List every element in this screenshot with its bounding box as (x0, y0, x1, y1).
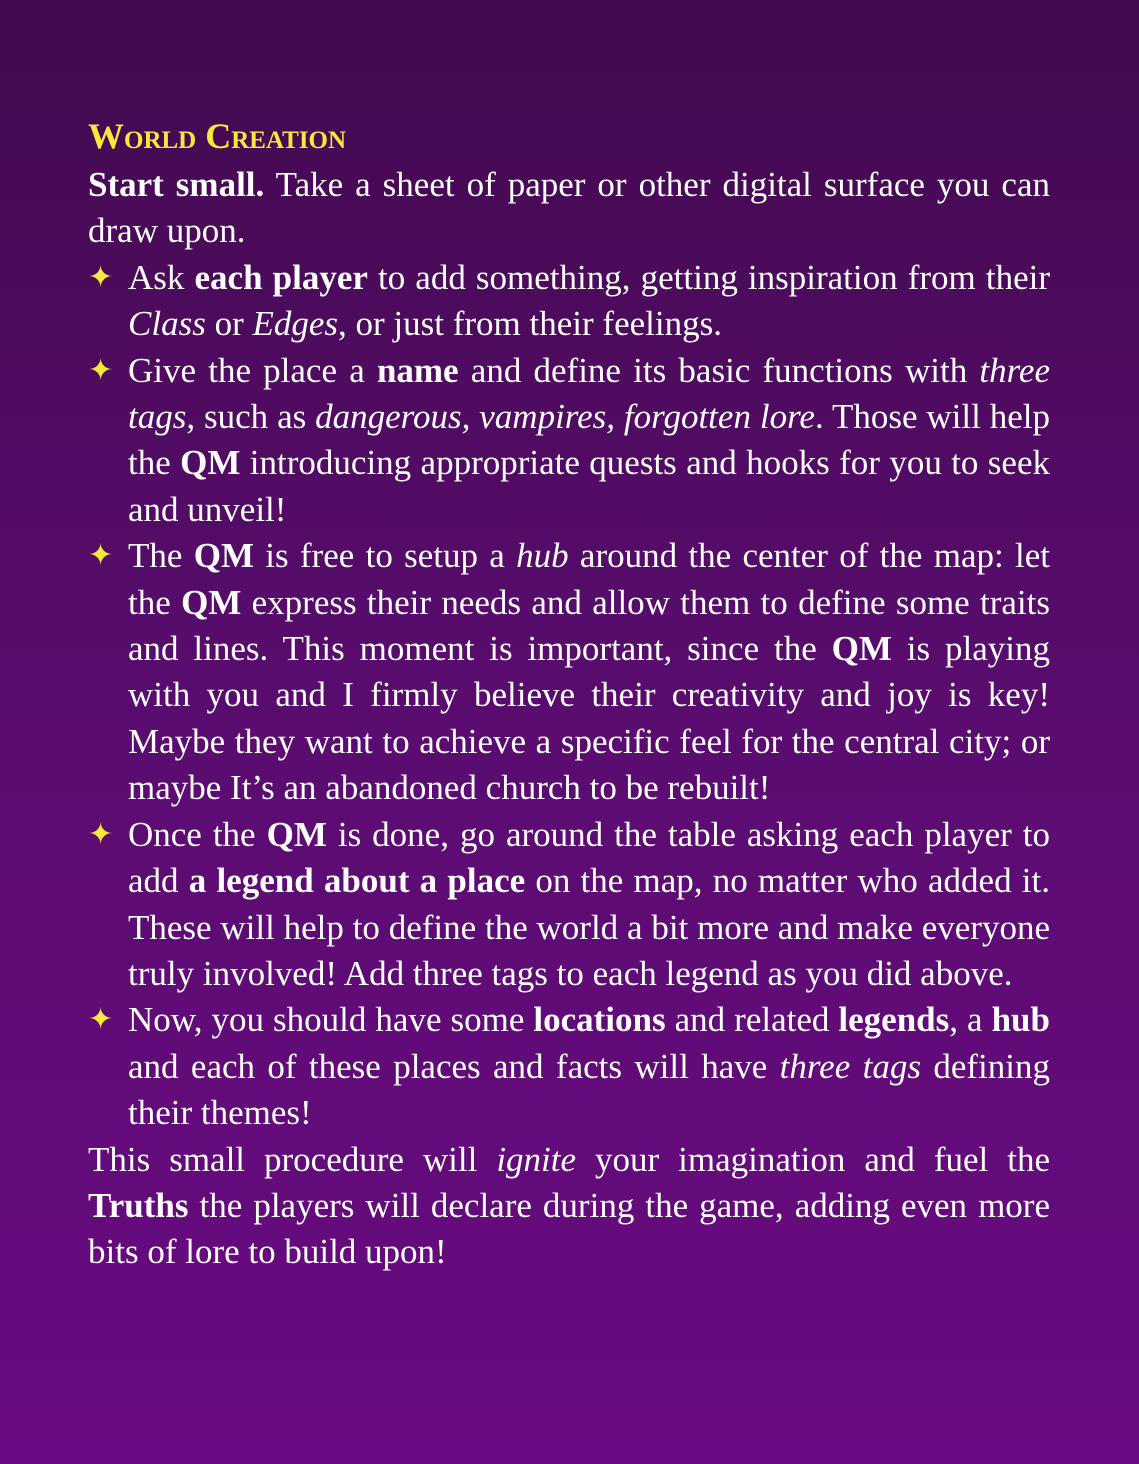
section-heading: World Creation (88, 116, 347, 156)
outro-text: your imagination and fuel the (576, 1139, 1050, 1179)
step-text: , a (949, 1000, 992, 1040)
step-text: and define its basic functions with (458, 350, 980, 390)
step-italic: dangerous, vampires, forgotten lore (315, 397, 815, 437)
step-text: is playing with you and I firmly believe their creativity and joy is key! Maybe they want to achieve a specific feel for the central city; or maybe It’s an abandoned church to be rebuilt! (128, 629, 1051, 808)
step-bold: name (376, 350, 459, 390)
step-italic: Class (128, 304, 206, 344)
step-text: , such as (186, 397, 316, 437)
step-italic: Edges (252, 304, 339, 344)
step-italic: hub (516, 536, 569, 576)
four-pointed-star-icon: ✦ (88, 259, 114, 295)
steps-list (88, 255, 1050, 1137)
intro-paragraph (88, 162, 1050, 255)
step-item (88, 533, 1050, 811)
step-text: Once the (128, 814, 267, 854)
four-pointed-star-icon: ✦ (88, 352, 114, 388)
step-bold: QM (831, 629, 892, 669)
four-pointed-star-icon: ✦ (88, 538, 114, 574)
outro-italic: ignite (496, 1139, 577, 1179)
step-bold: each player (194, 257, 368, 297)
step-bold: QM (180, 443, 241, 483)
step-bold: locations (533, 1000, 666, 1040)
four-pointed-star-icon: ✦ (88, 816, 114, 852)
step-item (88, 812, 1050, 998)
step-bold: QM (193, 536, 254, 576)
outro-paragraph (88, 1137, 1050, 1276)
intro-lead: Start small. (88, 165, 265, 204)
step-italic: three tags (779, 1046, 921, 1086)
step-text: express their needs and allow them to define some traits and lines. This moment is important, since the (128, 582, 1051, 669)
step-text: around the center of the map: let the (128, 536, 1050, 622)
step-text: . Those will help the (128, 397, 1051, 483)
step-item (88, 997, 1050, 1136)
step-text: and each of these places and facts will have (128, 1046, 780, 1086)
step-text: to add something, getting inspiration from their (367, 257, 1050, 297)
intro-text: Take a sheet of paper or other digital surface you can draw upon. (88, 165, 1050, 251)
step-text: or (205, 304, 253, 344)
step-italic: three tags (128, 350, 1051, 437)
step-bold: QM (181, 582, 242, 622)
step-text: introducing appropriate quests and hooks for you to seek and unveil! (128, 443, 1051, 529)
page-content (88, 112, 1050, 1276)
outro-bold: Truths (88, 1185, 189, 1225)
step-item (88, 255, 1050, 348)
step-text: on the map, no matter who added it. These will help to define the world a bit more and make everyone truly involved! Add three tags to each legend as you did above. (128, 861, 1050, 993)
step-text: Ask (128, 257, 195, 297)
step-bold: hub (991, 1000, 1050, 1040)
step-item (88, 348, 1050, 534)
step-text: , or just from their feelings. (338, 304, 722, 344)
step-bold: legends (838, 1000, 950, 1040)
step-text: is done, go around the table asking each player to add (128, 814, 1050, 901)
outro-text: This small procedure will (88, 1139, 497, 1179)
step-text: Give the place a (128, 350, 377, 390)
outro-text: the players will declare during the game, adding even more bits of lore to build upon! (88, 1185, 1050, 1272)
four-pointed-star-icon: ✦ (88, 1002, 114, 1038)
step-text: is free to setup a (253, 536, 517, 576)
step-bold: QM (266, 814, 327, 854)
step-text: defining their themes! (128, 1046, 1050, 1133)
step-bold: a legend about a place (188, 861, 526, 901)
step-text: The (128, 536, 194, 576)
step-text: Now, you should have some (128, 1000, 534, 1040)
step-text: and related (665, 1000, 839, 1040)
